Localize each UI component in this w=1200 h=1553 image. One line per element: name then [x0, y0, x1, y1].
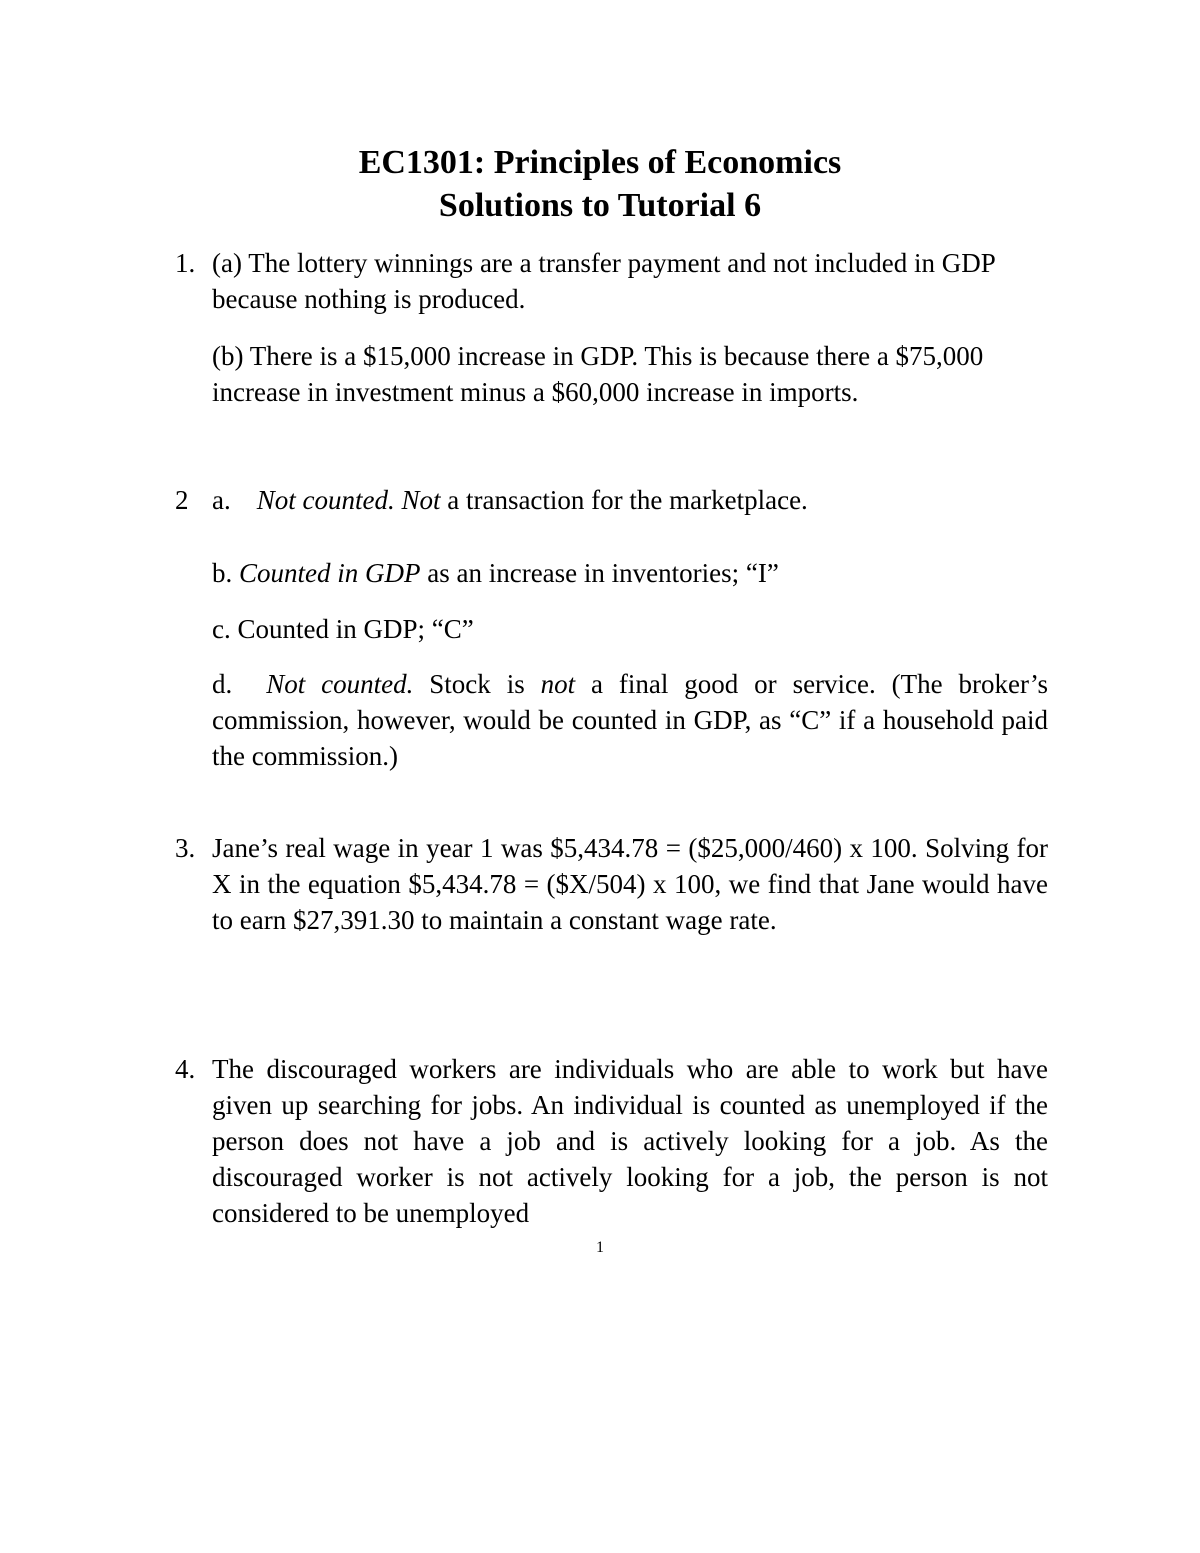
- question-2-part-a: [212, 482, 808, 518]
- question-4-number: 4.: [175, 1054, 196, 1084]
- question-2-part-a-label: a.: [212, 485, 231, 515]
- page-number: 1: [596, 1239, 604, 1256]
- document-subtitle: Solutions to Tutorial 6: [438, 187, 762, 224]
- question-1-part-b: (b) There is a $15,000 increase in GDP. This is because there a $75,000 increase in investment minus a $60,000 increase in imports.: [212, 341, 984, 407]
- question-2-part-d-emphasis-1: Not counted.: [266, 669, 414, 699]
- question-2-part-d-text-2: a final good or service. (The broker’s commission, however, would be counted in GDP, as “C” if a household paid the commission.): [212, 669, 1049, 771]
- question-2-number: 2: [175, 485, 189, 515]
- question-2-part-d: [212, 666, 1048, 774]
- question-2-part-b-text: as an increase in inventories; “I”: [420, 558, 779, 588]
- question-2-part-d-label: d.: [212, 669, 233, 699]
- question-2-part-a-text: a transaction for the marketplace.: [440, 485, 808, 515]
- question-2-part-c: c. Counted in GDP; “C”: [212, 614, 474, 644]
- question-1-number: 1.: [175, 248, 196, 278]
- question-4-text: The discouraged workers are individuals who are able to work but have given up searching for jobs. An individual is counted as unemployed if the person does not have a job and is actively looking for a job. As the discouraged worker is not actively looking for a job, the person is not considered to be unemployed: [212, 1054, 1048, 1228]
- question-3-number: 3.: [175, 833, 196, 863]
- question-2-part-b-label: b.: [212, 558, 239, 588]
- question-2-part-b: [212, 555, 779, 591]
- question-2-part-d-emphasis-2: not: [540, 669, 576, 699]
- question-3-text: Jane’s real wage in year 1 was $5,434.78 = ($25,000/460) x 100. Solving for X in the equation $5,434.78 = ($X/504) x 100, we find that Jane would have to earn $27,391.30 to maintain a constant wage rate.: [212, 833, 1048, 935]
- question-2-part-b-emphasis: Counted in GDP: [239, 558, 421, 588]
- course-title: EC1301: Principles of Economics: [358, 144, 842, 181]
- question-2-part-d-text-1: Stock is: [413, 669, 541, 699]
- question-1-part-a: (a) The lottery winnings are a transfer payment and not included in GDP because nothing is produced.: [212, 248, 995, 314]
- question-2-part-a-emphasis: Not counted. Not: [256, 485, 441, 515]
